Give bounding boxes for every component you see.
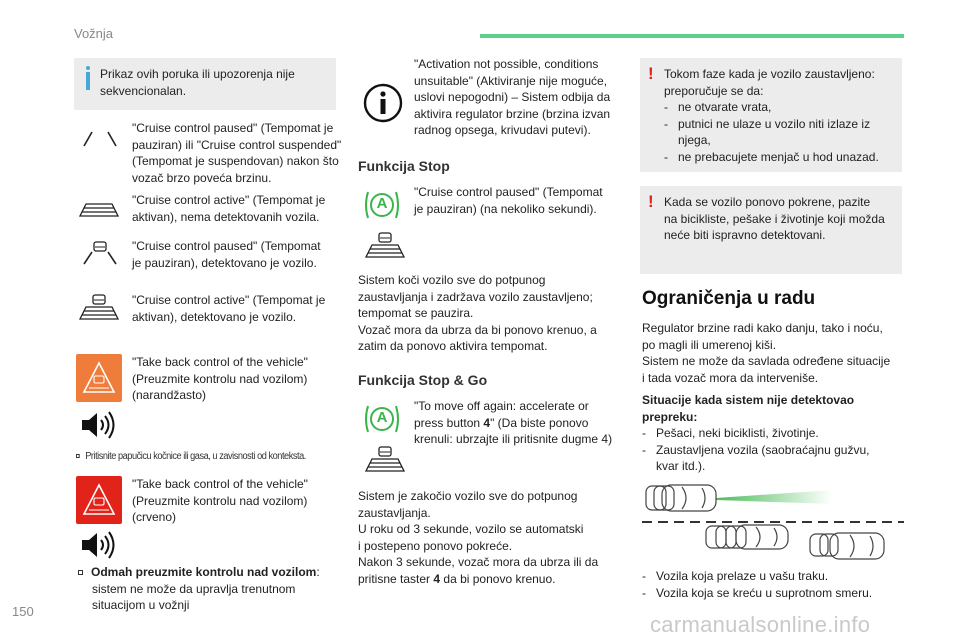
green-auto-icon: A: [362, 188, 402, 227]
stop-body-text: Sistem koči vozilo sve do potpunog zaustavljanja i zadržava vozilo zaustavljeno; tempomat se pauzira. Vozač mora da ubrza da bi ponovo krenuo, a zatim da ponovo aktivira tempomat.: [358, 273, 597, 353]
activation-not-possible-text: "Activation not possible, conditions unsuitable" (Aktiviranje nije moguće, uslovi nepogodni) – Sistem odbija da aktivira regulator brzine (brzina izvan radnog opsega, krivudavi putevi).: [414, 57, 611, 137]
message-paused-vehicle-detected: "Cruise control paused" (Tempomat je pauziran), detektovano je vozilo.: [132, 239, 321, 270]
message-paused-suspended: "Cruise control paused" (Tempomat je pauziran) ili "Cruise control suspended" (Tempomat je suspendovan) nakon što vozač brzo poveća brzinu.: [132, 121, 342, 185]
note-arrow-icon: [76, 454, 80, 458]
message-take-back-red: "Take back control of the vehicle" (Preuzmite kontrolu nad vozilom) (crveno): [132, 477, 308, 524]
green-auto-icon: A: [362, 402, 402, 441]
limits-body-text: Regulator brzine radi kako danju, tako i noću, po magli ili umerenoj kiši. Sistem ne može da savlada određene situacije i tada vozač mora da interveniše.: [642, 321, 891, 385]
section-accent-bar: [480, 34, 904, 38]
message-active-vehicle-detected: "Cruise control active" (Tempomat je aktivan), detektovano je vozilo.: [132, 293, 326, 324]
orange-warning-tile-icon: [76, 354, 122, 402]
message-take-back-orange: "Take back control of the vehicle" (Preuzmite kontrolu nad vozilom) (narandžasto): [132, 355, 308, 402]
limits-heading: Ograničenja u radu: [642, 288, 816, 309]
stop-go-heading: Funkcija Stop & Go: [358, 372, 488, 388]
info-note-text: Prikaz ovih poruka ili upozorenja nije sekvencionalan.: [100, 67, 295, 98]
page-number: 150: [12, 604, 34, 619]
stop-message: "Cruise control paused" (Tempomat je pauziran) (na nekoliko sekundi).: [414, 185, 603, 216]
warning-stationary-text: Tokom faze kada je vozilo zaustavljeno: preporučuje se da: - ne otvarate vrata, - putnici ne ulaze u vozilo niti izlaze iz njega, - ne prebacujete menjač u hod unazad.: [664, 67, 879, 164]
warning-restart-text: Kada se vozilo ponovo pokrene, pazite na bicikliste, pešake i životinje koji možda neće biti ispravno detektovani.: [664, 195, 885, 242]
stop-go-body-text: Sistem je zakočio vozilo sve do potpunog zaustavljanja. U roku od 3 sekunde, vozilo se automatski i postepeno ponovo pokreće. Nakon 3 sekunde, vozač mora da ubrza ili da pritisne taster 4 da bi ponovo krenuo.: [358, 489, 599, 586]
stop-heading: Funkcija Stop: [358, 158, 450, 174]
car-road-icon: [362, 232, 408, 265]
situations-block: Situacije kada sistem nije detektovao prepreku: - Pešaci, neki biciklisti, životinje. - Zaustavljena vozila (saobraćajnu gužvu, kvar itd.).: [642, 393, 870, 473]
speaker-sound-icon: [80, 410, 118, 445]
warning-exclamation-icon: !: [648, 64, 654, 83]
section-title: Vožnja: [74, 26, 114, 41]
take-control-note: Odmah preuzmite kontrolu nad vozilom: sistem ne može da upravlja trenutnom situacijom u vožnji: [78, 564, 320, 614]
pedal-note: Pritisnite papučicu kočnice ili gasa, u zavisnosti od konteksta.: [76, 450, 317, 463]
note-arrow-icon: [78, 570, 83, 575]
red-warning-tile-icon: [76, 476, 122, 524]
speaker-sound-icon: [80, 530, 118, 565]
lane-lines-icon: [78, 128, 122, 153]
bottom-list: - Vozila koja prelaze u vašu traku. - Vozila koja se kreću u suprotnom smeru.: [642, 569, 873, 600]
watermark: carmanualsonline.info: [650, 612, 871, 637]
car-road-active-icon: [76, 294, 122, 327]
traffic-lanes-illustration: [642, 478, 904, 569]
info-circle-icon: [362, 82, 404, 129]
message-active-no-vehicle: "Cruise control active" (Tempomat je aktivan), nema detektovanih vozila.: [132, 193, 326, 224]
stop-go-message: "To move off again: accelerate or press button 4" (Da biste ponovo krenuli: ubrzajte ili pritisnite dugme 4): [414, 399, 613, 446]
warning-exclamation-icon: !: [648, 192, 654, 211]
road-active-icon: [76, 198, 122, 225]
info-icon: [84, 66, 92, 92]
car-road-icon: [362, 446, 408, 479]
car-lane-icon: [78, 240, 122, 271]
